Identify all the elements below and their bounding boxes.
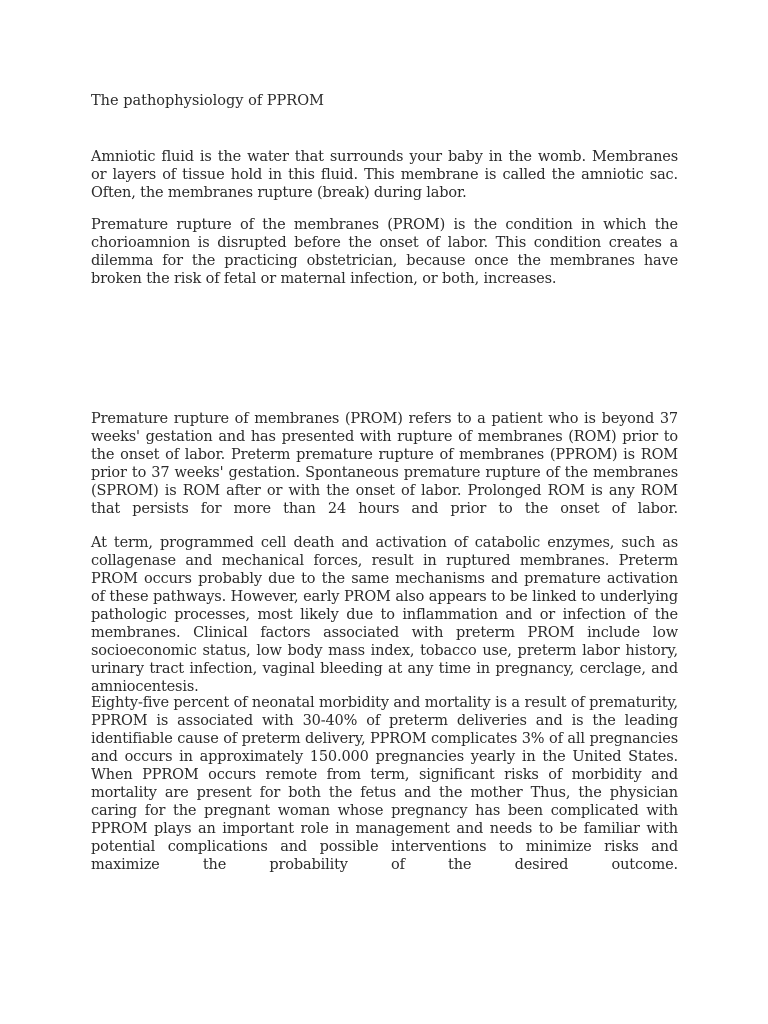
paragraph-amniotic-fluid: Amniotic fluid is the water that surrounds your baby in the womb. Membranes or layers of tissue hold in this fluid. This membrane is called the amniotic sac. Often, the membranes rupture (break) during labor.	[91, 149, 678, 201]
document-title: The pathophysiology of PPROM	[91, 93, 324, 109]
paragraph-mechanisms: At term, programmed cell death and activation of catabolic enzymes, such as collagenase and mechanical forces, result in ruptured membranes. Preterm PROM occurs probably due to the same mechanisms and premature activation of these pathways. However, early PROM also appears to be linked to underlying pathologic processes, most likely due to inflammation and or infection of the membranes. Clinical factors associated with preterm PROM include low socioeconomic status, low body mass index, tobacco use, preterm labor history, urinary tract infection, vaginal bleeding at any time in pregnancy, cerclage, and amniocentesis.	[91, 535, 678, 695]
paragraph-prom-types: Premature rupture of membranes (PROM) refers to a patient who is beyond 37 weeks' gestation and has presented with rupture of membranes (ROM) prior to the onset of labor. Preterm premature rupture of membranes (PPROM) is ROM prior to 37 weeks' gestation. Spontaneous premature rupture of the membranes (SPROM) is ROM after or with the onset of labor. Prolonged ROM is any ROM that persists for more than 24 hours and prior to the onset of labor.	[91, 411, 678, 517]
paragraph-morbidity: Eighty-five percent of neonatal morbidity and mortality is a result of prematurity, PPROM is associated with 30-40% of preterm deliveries and is the leading identifiable cause of preterm delivery, PPROM complicates 3% of all pregnancies and occurs in approximately 150.000 pregnancies yearly in the United States. When PPROM occurs remote from term, significant risks of morbidity and mortality are present for both the fetus and the mother Thus, the physician caring for the pregnant woman whose pregnancy has been complicated with PPROM plays an important role in management and needs to be familiar with potential complications and possible interventions to minimize risks and maximize the probability of the desired outcome.	[91, 695, 678, 873]
paragraph-prom-definition: Premature rupture of the membranes (PROM) is the condition in which the chorioamnion is disrupted before the onset of labor. This condition creates a dilemma for the practicing obstetrician, because once the membranes have broken the risk of fetal or maternal infection, or both, increases.	[91, 217, 678, 287]
